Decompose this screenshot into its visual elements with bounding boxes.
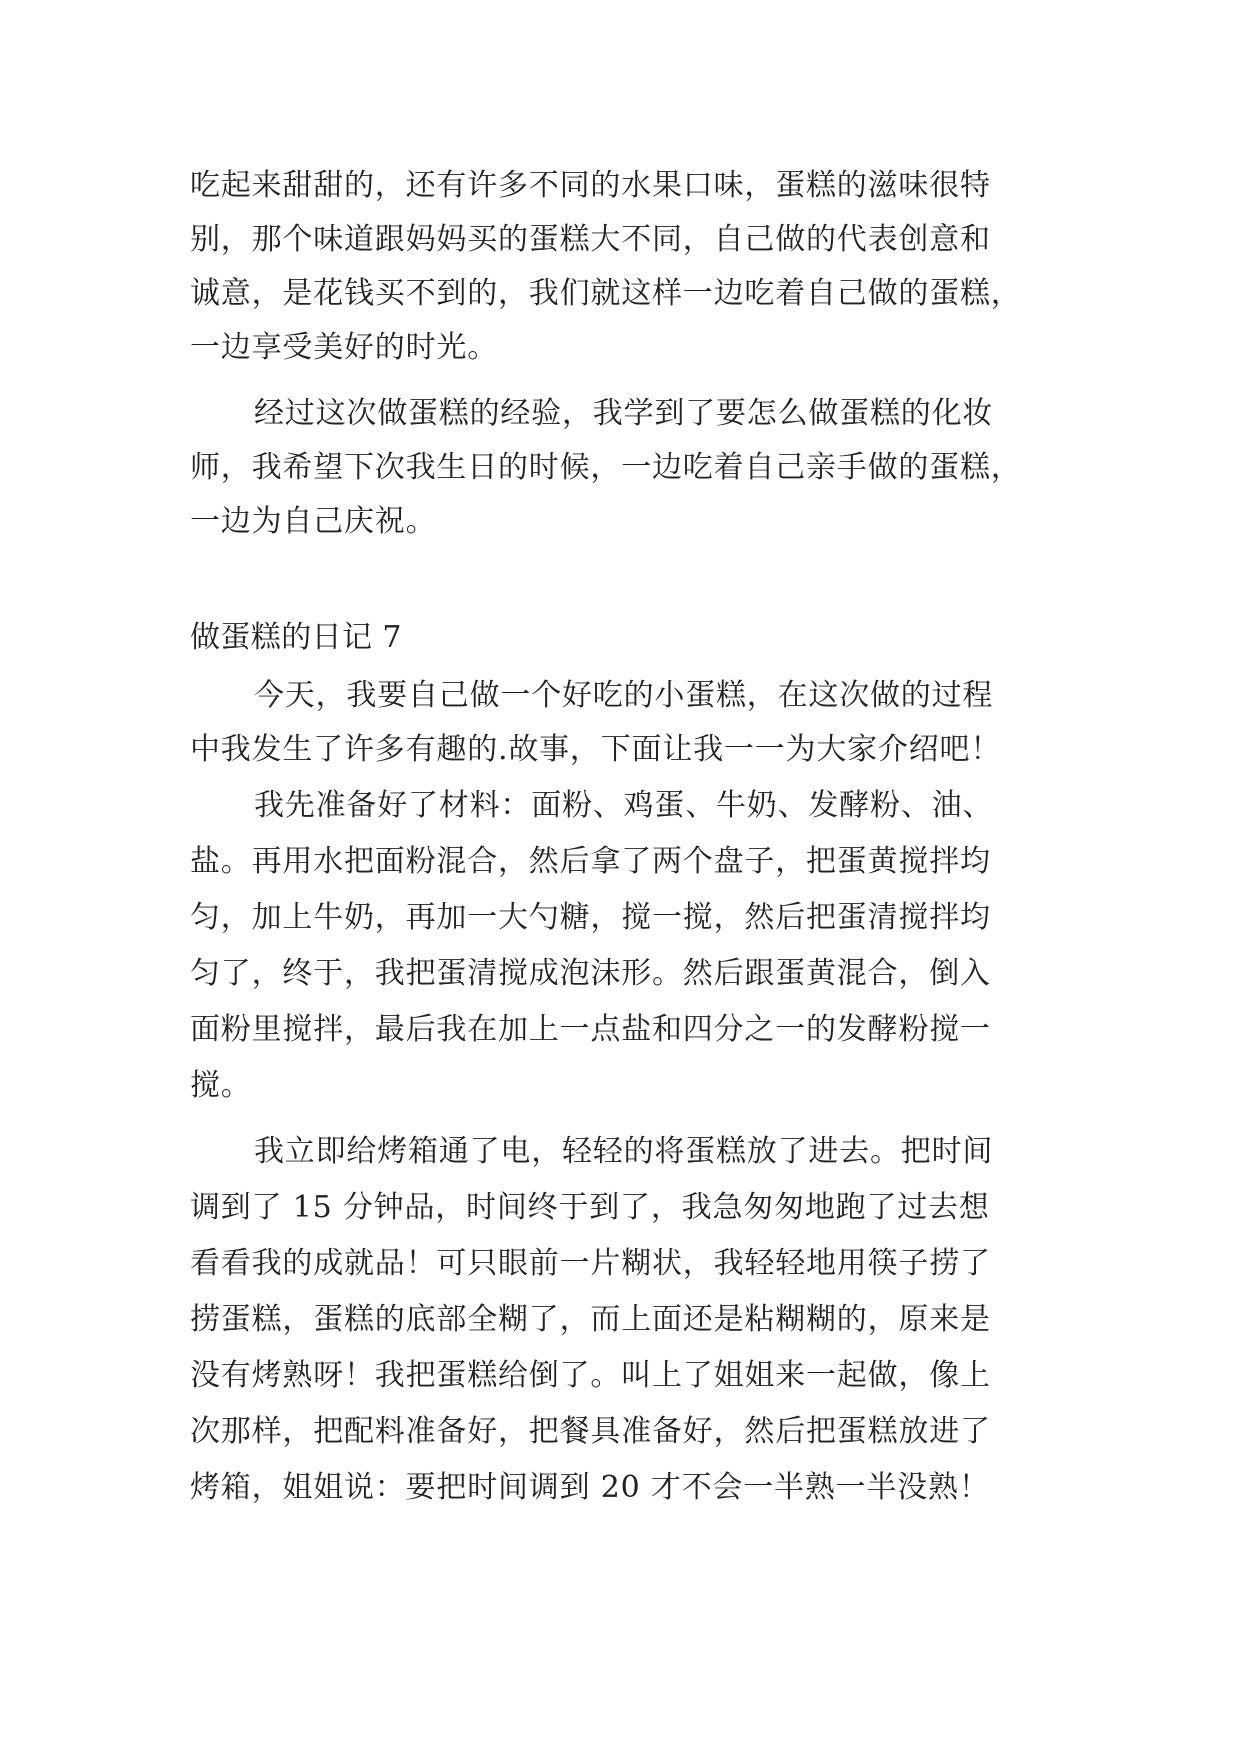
paragraph-line: 次那样，把配料准备好，把餐具准备好，然后把蛋糕放进了 bbox=[190, 1414, 991, 1449]
paragraph-line: 今天，我要自己做一个好吃的小蛋糕，在这次做的过程 bbox=[254, 678, 994, 713]
paragraph-line: 匀，加上牛奶，再加一大勺糖，搅一搅，然后把蛋清搅拌均 bbox=[190, 900, 991, 935]
paragraph-line: 我先准备好了材料：面粉、鸡蛋、牛奶、发酵粉、油、 bbox=[254, 788, 994, 823]
paragraph-line: 一边为自己庆祝。 bbox=[190, 504, 437, 539]
paragraph-line: 捞蛋糕，蛋糕的底部全糊了，而上面还是粘糊糊的，原来是 bbox=[190, 1302, 991, 1337]
paragraph-line: 盐。再用水把面粉混合，然后拿了两个盘子，把蛋黄搅拌均 bbox=[190, 844, 991, 879]
paragraph-line: 烤箱，姐姐说：要把时间调到 20 才不会一半熟一半没熟！ bbox=[190, 1470, 990, 1505]
paragraph-line: 师，我希望下次我生日的时候，一边吃着自己亲手做的蛋糕， bbox=[190, 450, 1022, 485]
paragraph-line: 我立即给烤箱通了电，轻轻的将蛋糕放了进去。把时间 bbox=[254, 1134, 994, 1169]
paragraph-line: 匀了，终于，我把蛋清搅成泡沫形。然后跟蛋黄混合，倒入 bbox=[190, 956, 991, 991]
paragraph-line: 诚意，是花钱买不到的，我们就这样一边吃着自己做的蛋糕， bbox=[190, 276, 1022, 311]
paragraph-line: 看看我的成就品！可只眼前一片糊状，我轻轻地用筷子捞了 bbox=[190, 1246, 991, 1281]
paragraph-line: 吃起来甜甜的，还有许多不同的水果口味，蛋糕的滋味很特 bbox=[190, 168, 991, 203]
paragraph-line: 搅。 bbox=[190, 1068, 252, 1103]
paragraph-line: 没有烤熟呀！我把蛋糕给倒了。叫上了姐姐来一起做，像上 bbox=[190, 1358, 991, 1393]
section-title: 做蛋糕的日记 7 bbox=[190, 620, 402, 655]
paragraph-line: 一边享受美好的时光。 bbox=[190, 330, 498, 365]
paragraph-line: 面粉里搅拌，最后我在加上一点盐和四分之一的发酵粉搅一 bbox=[190, 1012, 991, 1047]
paragraph-line: 中我发生了许多有趣的.故事，下面让我一一为大家介绍吧！ bbox=[190, 732, 1002, 767]
paragraph-line: 调到了 15 分钟品，时间终于到了，我急匆匆地跑了过去想 bbox=[190, 1190, 990, 1225]
paragraph-line: 别，那个味道跟妈妈买的蛋糕大不同，自己做的代表创意和 bbox=[190, 222, 991, 257]
paragraph-line: 经过这次做蛋糕的经验，我学到了要怎么做蛋糕的化妆 bbox=[254, 396, 994, 431]
